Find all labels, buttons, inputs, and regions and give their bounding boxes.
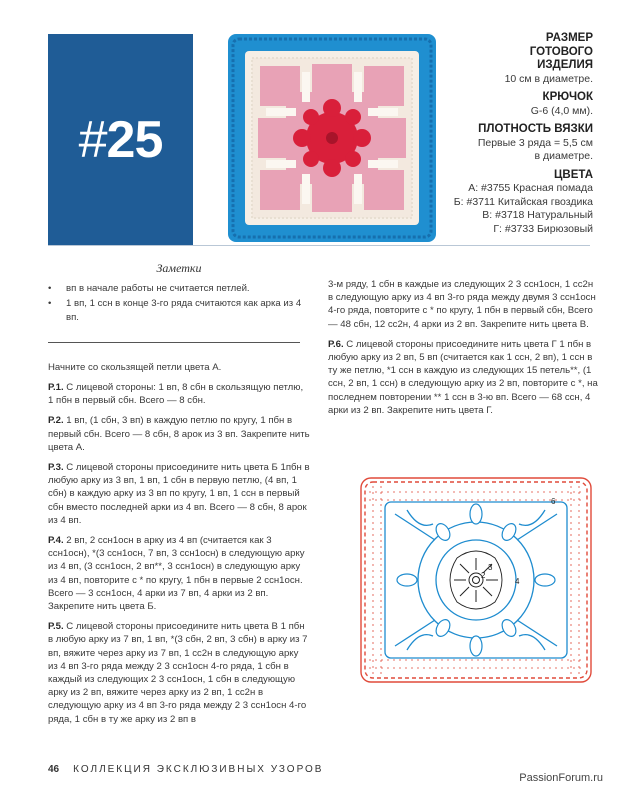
diagram-row-label: 4 — [515, 577, 520, 586]
note-item: • 1 вп, 1 ссн в конце 3-го ряда считаются как арка из 4 вп. — [48, 298, 302, 323]
header-divider — [48, 245, 590, 246]
row-3: Р.3. С лицевой стороны присоедините нить цвета Б 1пбн в любую арку из 3 вп, 1 вп, 1 сбн в первую петлю, (4 вп, 1 сбн) в каждую арку из 3 вп по кругу, 1 вп, 1 ссн в первый сбн вместо последней арки из 4 вп. Всего — 8 сбн, 8 арок из 4 вп. — [48, 462, 310, 526]
footer-title: КОЛЛЕКЦИЯ ЭКСКЛЮЗИВНЫХ УЗОРОВ — [73, 764, 324, 775]
right-column — [328, 278, 598, 424]
spec-value: 10 см в диаметре. — [504, 72, 593, 85]
notes-divider — [48, 342, 300, 343]
specs-block — [423, 32, 593, 236]
notes-title: Заметки — [156, 261, 202, 275]
spec-value: Первые 3 ряда = 5,5 см — [477, 136, 593, 149]
note-item: • вп в начале работы не считается петлей. — [48, 283, 250, 295]
diagram-row-label: 3 — [488, 563, 493, 572]
color-c: В: #3718 Натуральный — [482, 209, 593, 221]
pattern-number: #25 — [78, 111, 163, 169]
notes-list — [48, 282, 310, 324]
spec-heading: КРЮЧОК — [542, 91, 593, 103]
row-1: Р.1. С лицевой стороны: 1 вп, 8 сбн в скользящую петлю, 1 пбн в первый сбн. Всего — 8 сбн. — [48, 382, 304, 407]
watermark: PassionForum.ru — [519, 772, 603, 784]
pattern-number-badge — [48, 34, 193, 246]
spec-heading: РАЗМЕР ГОТОВОГО ИЗДЕЛИЯ — [529, 32, 593, 71]
row-4: Р.4. 2 вп, 2 ссн1осн в арку из 4 вп (считается как 3 ссн1осн), *(3 ссн1осн, 7 вп, 3 ссн1осн) в следующую арку из 4 вп, (3 ссн1осн, 2 вп**, 3 ссн1осн) в следующую арку из 4 вп, повторите с * по кругу, 1 пбн в первые 2 ссн1осн. Всего — 3 ссн1осн, 4 арки из 7 вп, 4 арки из 2 вп. Закрепите нить цвета Б. — [48, 535, 305, 613]
row-5-continuation: 3-м ряду, 1 сбн в каждые из следующих 2 3 ссн1осн, 1 сс2н в следующую арку из 4 вп 3-го ряда между двумя 3 ссн1осн 4-го ряда, повторите с * по кругу, 1 пбн в первый сбн, Всего — 48 сбн, 12 сс2н, 4 арки из 2 вп. Закрепите нить цвета В. — [328, 279, 596, 330]
color-a: А: #3755 Красная помада — [468, 182, 593, 194]
spec-value: в диаметре. — [534, 150, 593, 162]
spec-value: G-6 (4,0 мм). — [530, 104, 593, 117]
page-number: 46 — [48, 764, 60, 775]
spec-heading: ЦВЕТА — [554, 168, 593, 181]
spec-heading: ПЛОТНОСТЬ ВЯЗКИ — [478, 123, 593, 135]
row-5: Р.5. С лицевой стороны присоедините нить цвета В 1 пбн в любую арку из 7 вп, 1 вп, *(3 сбн, 2 вп, 3 сбн) в арку из 7 вп, вяжите через арку из 7 вп, 1 сс2н в следующую арку из 4 вп 3-го ряда между 2 3 ссн1осн 4-го ряда, 1 сбн в каждый из следующих 2 3 ссн1осн, 1 сбн в следующую арку из 2 вп, вяжите через арку из 2 вп, 1 сс2н в следующую арку из 4 вп 3-го ряда между 2 3 ссн1осн 4-го ряда, 1 сбн в ту же арку из 2 вп в — [48, 621, 308, 725]
page-footer — [48, 764, 323, 775]
crochet-chart-diagram — [355, 474, 597, 686]
color-d: Г: #3733 Бирюзовый — [493, 222, 593, 235]
diagram-row-label: 2 — [481, 571, 486, 580]
bullet-icon: • — [48, 283, 52, 295]
color-b: Б: #3711 Китайская гвоздика — [453, 195, 593, 208]
row-6: Р.6. С лицевой стороны присоедините нить цвета Г 1 пбн в любую арку из 2 вп, 5 вп (считается как 1 ссн, 2 вп), 1 ссн в ту же петлю, *1 ссн в каждую из следующих 15 петель**, (1 ссн, 2 вп, 1 ссн) в следующую арку из 2 вп, повторите с *, на последнем повторении ** 1 ссн в 3-ю вп. Всего — 68 ссн, 4 арки из 2 вп. Закрепите нить цвета Г. — [328, 338, 598, 416]
bullet-icon: • — [48, 298, 52, 310]
left-column — [48, 262, 310, 733]
row-2: Р.2. 1 вп, (1 сбн, 3 вп) в каждую петлю по кругу, 1 пбн в первый сбн. Всего — 8 сбн, 8 арок из 3 вп. Закрепите нить цвета А. — [48, 415, 310, 453]
intro-text: Начните со скользящей петли цвета А. — [48, 361, 222, 373]
diagram-row-label: 6 — [551, 497, 556, 506]
granny-square-photo — [228, 34, 436, 242]
